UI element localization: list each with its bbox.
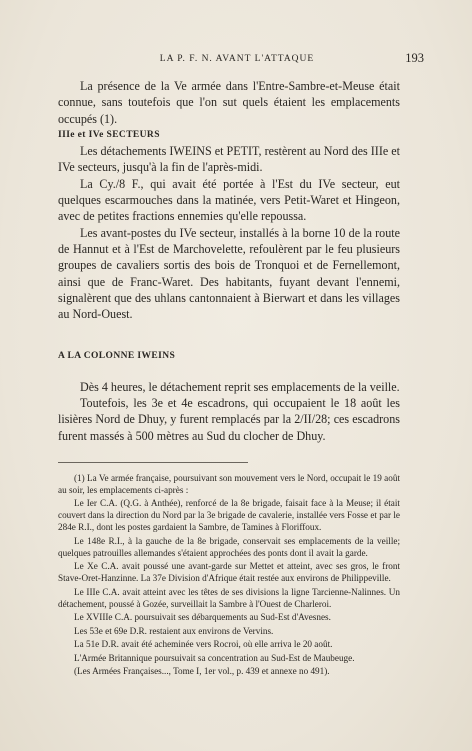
footnote-item: (Les Armées Françaises..., Tome I, 1er vol., p. 439 et annexe no 491). [74,666,330,677]
footnote-item: Le Ier C.A. (Q.G. à Anthée), renforcé de la 8e brigade, faisait face à la Meuse; il était couvert dans la direction du Nord par la 3e brigade de cavalerie, installée vers Fosse et par le 284e R.I., dont les postes gardaient la Sambre, de Tamines à Floriffoux. [58,498,400,533]
footnote-item: Le 148e R.I., à la gauche de la 8e brigade, conservait ses emplacements de la veille; quelques patrouilles allemandes s'étaient approchées des ponts dont il avait la garde. [58,535,400,558]
section-heading-secteurs: IIIe et IVe SECTEURS [58,129,160,140]
paragraph: Les détachements IWEINS et PETIT, restèrent au Nord des IIIe et IVe secteurs, jusqu'à la fin de l'après-midi. [58,144,400,175]
footnote-item: Le XVIIIe C.A. poursuivait ses débarquements au Sud-Est d'Avesnes. [74,612,331,623]
intro-paragraph: La présence de la Ve armée dans l'Entre-Sambre-et-Meuse était connue, sans toutefois que l'on sut quels étaient les emplacements occupés (1). [58,79,400,126]
footnotes [58,472,400,678]
page-body [58,78,400,679]
footnote-divider [58,462,248,463]
paragraph: Toutefois, les 3e et 4e escadrons, qui occupaient le 18 août les lisières Nord de Dhuy, y furent remplacés par la 2/II/28; ces escadrons furent massés à 500 mètres au Sud du clocher de Dhuy. [58,396,400,443]
paragraph: La Cy./8 F., qui avait été portée à l'Est du IVe secteur, eut quelques escarmouches dans la matinée, vers Petit-Waret et Hingeon, avec de petites fractions ennemies qu'elle repoussa. [58,176,400,224]
footnote-item: Le IIIe C.A. avait atteint avec les têtes de ses divisions la ligne Tarcienne-Nalinnes. Un détachement, poussé à Gozée, surveillait la Sambre à l'Ouest de Charleroi. [58,586,400,609]
page-number: 193 [405,51,424,65]
footnote-item: (1) La Ve armée française, poursuivant son mouvement vers le Nord, occupait le 19 août au soir, les emplacements ci-après : [58,472,400,495]
footnote-item: L'Armée Britannique poursuivait sa concentration au Sud-Est de Maubeuge. [74,652,355,663]
footnote-item: Le Xe C.A. avait poussé une avant-garde sur Mettet et atteint, avec ses gros, le front Stave-Oret-Hanzinne. La 37e Division d'Afrique était restée aux environs de Philippeville. [58,561,400,584]
paragraph: Dès 4 heures, le détachement reprit ses emplacements de la veille. [80,379,400,394]
section-heading-colonne-iweins: A LA COLONNE IWEINS [58,351,176,362]
running-head: LA P. F. N. AVANT L'ATTAQUE [159,54,315,64]
footnote-item: La 51e D.R. avait été acheminée vers Rocroi, où elle arriva le 20 août. [74,639,333,650]
paragraph: Les avant-postes du IVe secteur, installés à la borne 10 de la route de Hannut et à l'Est de Marchovelette, refoulèrent par le feu plusieurs groupes de cavaliers sortis des bois de Tronquoi et de Fernellemont, ainsi que de Franc-Waret. Des habitants, fuyant devant l'ennemi, signalèrent que des uhlans cantonnaient à Bierwart et dans les villages au Nord-Ouest. [58,225,400,322]
footnote-item: Les 53e et 69e D.R. restaient aux environs de Vervins. [74,625,274,636]
